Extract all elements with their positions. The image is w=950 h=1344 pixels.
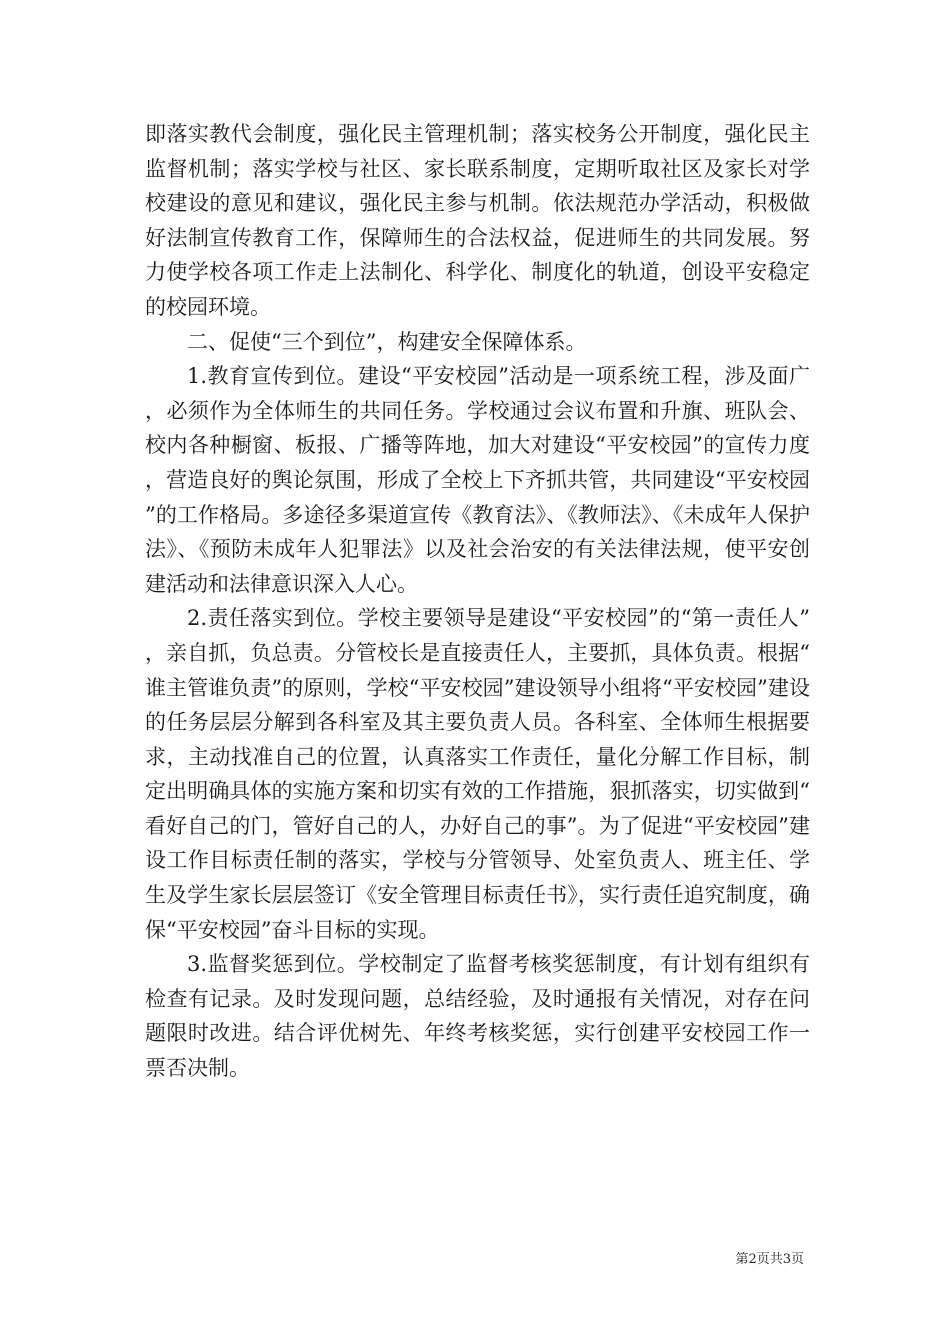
paragraph-item-1: 1.教育宣传到位。建设“平安校园”活动是一项系统工程，涉及面广，必须作为全体师生的共同任务。学校通过会议布置和升旗、班队会、校内各种橱窗、板报、广播等阵地，加大对建设“平安校园”的宣传力度，营造良好的舆论氛围，形成了全校上下齐抓共管，共同建设“平安校园”的工作格局。多途径多渠道宣传《教育法》、《教师法》、《未成年人保护法》、《预防未成年人犯罪法》以及社会治安的有关法律法规，使平安创建活动和法律意识深入人心。 bbox=[145, 364, 810, 596]
page-number-footer: 第2页共3页 bbox=[735, 1252, 804, 1267]
paragraph-item-3: 3.监督奖惩到位。学校制定了监督考核奖惩制度，有计划有组织有检查有记录。及时发现问题，总结经验，及时通报有关情况，对存在问题限时改进。结合评优树先、年终考核奖惩，实行创建平安校园工作一票否决制。 bbox=[145, 952, 810, 1081]
paragraph-item-2: 2.责任落实到位。学校主要领导是建设“平安校园”的“第一责任人”，亲自抓，负总责。分管校长是直接责任人，主要抓，具体负责。根据“谁主管谁负责”的原则，学校“平安校园”建设领导小组将“平安校园”建设的任务层层分解到各科室及其主要负责人员。各科室、全体师生根据要求，主动找准自己的位置，认真落实工作责任，量化分解工作目标，制定出明确具体的实施方案和切实有效的工作措施，狠抓落实，切实做到“看好自己的门，管好自己的人，办好自己的事”。为了促进“平安校园”建设工作目标责任制的落实，学校与分管领导、处室负责人、班主任、学生及学生家长层层签订《安全管理目标责任书》，实行责任追究制度，确保“平安校园”奋斗目标的实现。 bbox=[145, 606, 810, 942]
document-body bbox=[145, 117, 810, 1086]
section-heading: 二、促使“三个到位”，构建安全保障体系。 bbox=[187, 329, 587, 354]
paragraph-intro-continuation: 即落实教代会制度，强化民主管理机制；落实校务公开制度，强化民主监督机制；落实学校与社区、家长联系制度，定期听取社区及家长对学校建设的意见和建议，强化民主参与机制。依法规范办学活动，积极做好法制宣传教育工作，保障师生的合法权益，促进师生的共同发展。努力使学校各项工作走上法制化、科学化、制度化的轨道，创设平安稳定的校园环境。 bbox=[145, 122, 810, 319]
